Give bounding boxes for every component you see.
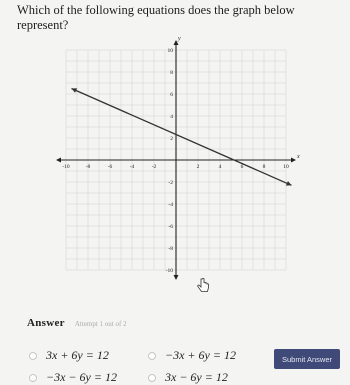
y-tick-label: 8: [170, 70, 173, 76]
x-tick-label: 2: [196, 164, 200, 170]
question-text: Which of the following equations does the graph below represent?: [17, 3, 295, 32]
choice-label: 3x − 6y = 12: [165, 370, 228, 384]
y-axis-label: y: [178, 36, 181, 42]
x-tick-label: -6: [107, 164, 113, 170]
x-axis-arrow-left: [56, 158, 61, 163]
choice-option-a[interactable]: [29, 348, 109, 363]
radio-button[interactable]: [148, 352, 156, 360]
y-tick-label: 10: [167, 48, 173, 54]
axes: [56, 40, 296, 280]
choice-label: −3x − 6y = 12: [46, 370, 117, 384]
coordinate-graph: [52, 36, 300, 284]
y-tick-label: -8: [168, 246, 173, 252]
choice-label: 3x + 6y = 12: [46, 348, 109, 362]
answer-header: [27, 317, 127, 329]
x-tick-label: -2: [151, 164, 157, 170]
x-tick-label: 8: [262, 164, 266, 170]
radio-button[interactable]: [29, 352, 37, 360]
choice-label: −3x + 6y = 12: [165, 348, 236, 362]
y-tick-label: -10: [165, 268, 173, 274]
submit-answer-button[interactable]: Submit Answer: [274, 349, 340, 369]
x-tick-label: 6: [240, 164, 244, 170]
y-tick-label: -6: [168, 224, 173, 230]
x-axis-label: x: [297, 154, 300, 160]
y-axis-arrow-down: [174, 275, 179, 280]
y-tick-label: 6: [170, 92, 173, 98]
attempt-counter: Attempt 1 out of 2: [74, 320, 127, 328]
x-tick-label: -4: [129, 164, 135, 170]
x-tick-label: 4: [218, 164, 222, 170]
y-tick-label: 2: [170, 136, 173, 142]
x-axis-arrow-right: [291, 158, 296, 163]
choice-option-b[interactable]: [148, 348, 236, 363]
x-tick-label: 10: [283, 164, 289, 170]
tick-labels: [62, 36, 300, 274]
y-tick-label: -2: [168, 180, 173, 186]
y-tick-label: 4: [170, 114, 173, 120]
x-tick-label: -8: [85, 164, 91, 170]
x-tick-label: -10: [62, 164, 70, 170]
answer-label: Answer: [27, 317, 65, 329]
y-tick-label: -4: [168, 202, 173, 208]
hand-cursor-icon: [196, 278, 210, 294]
